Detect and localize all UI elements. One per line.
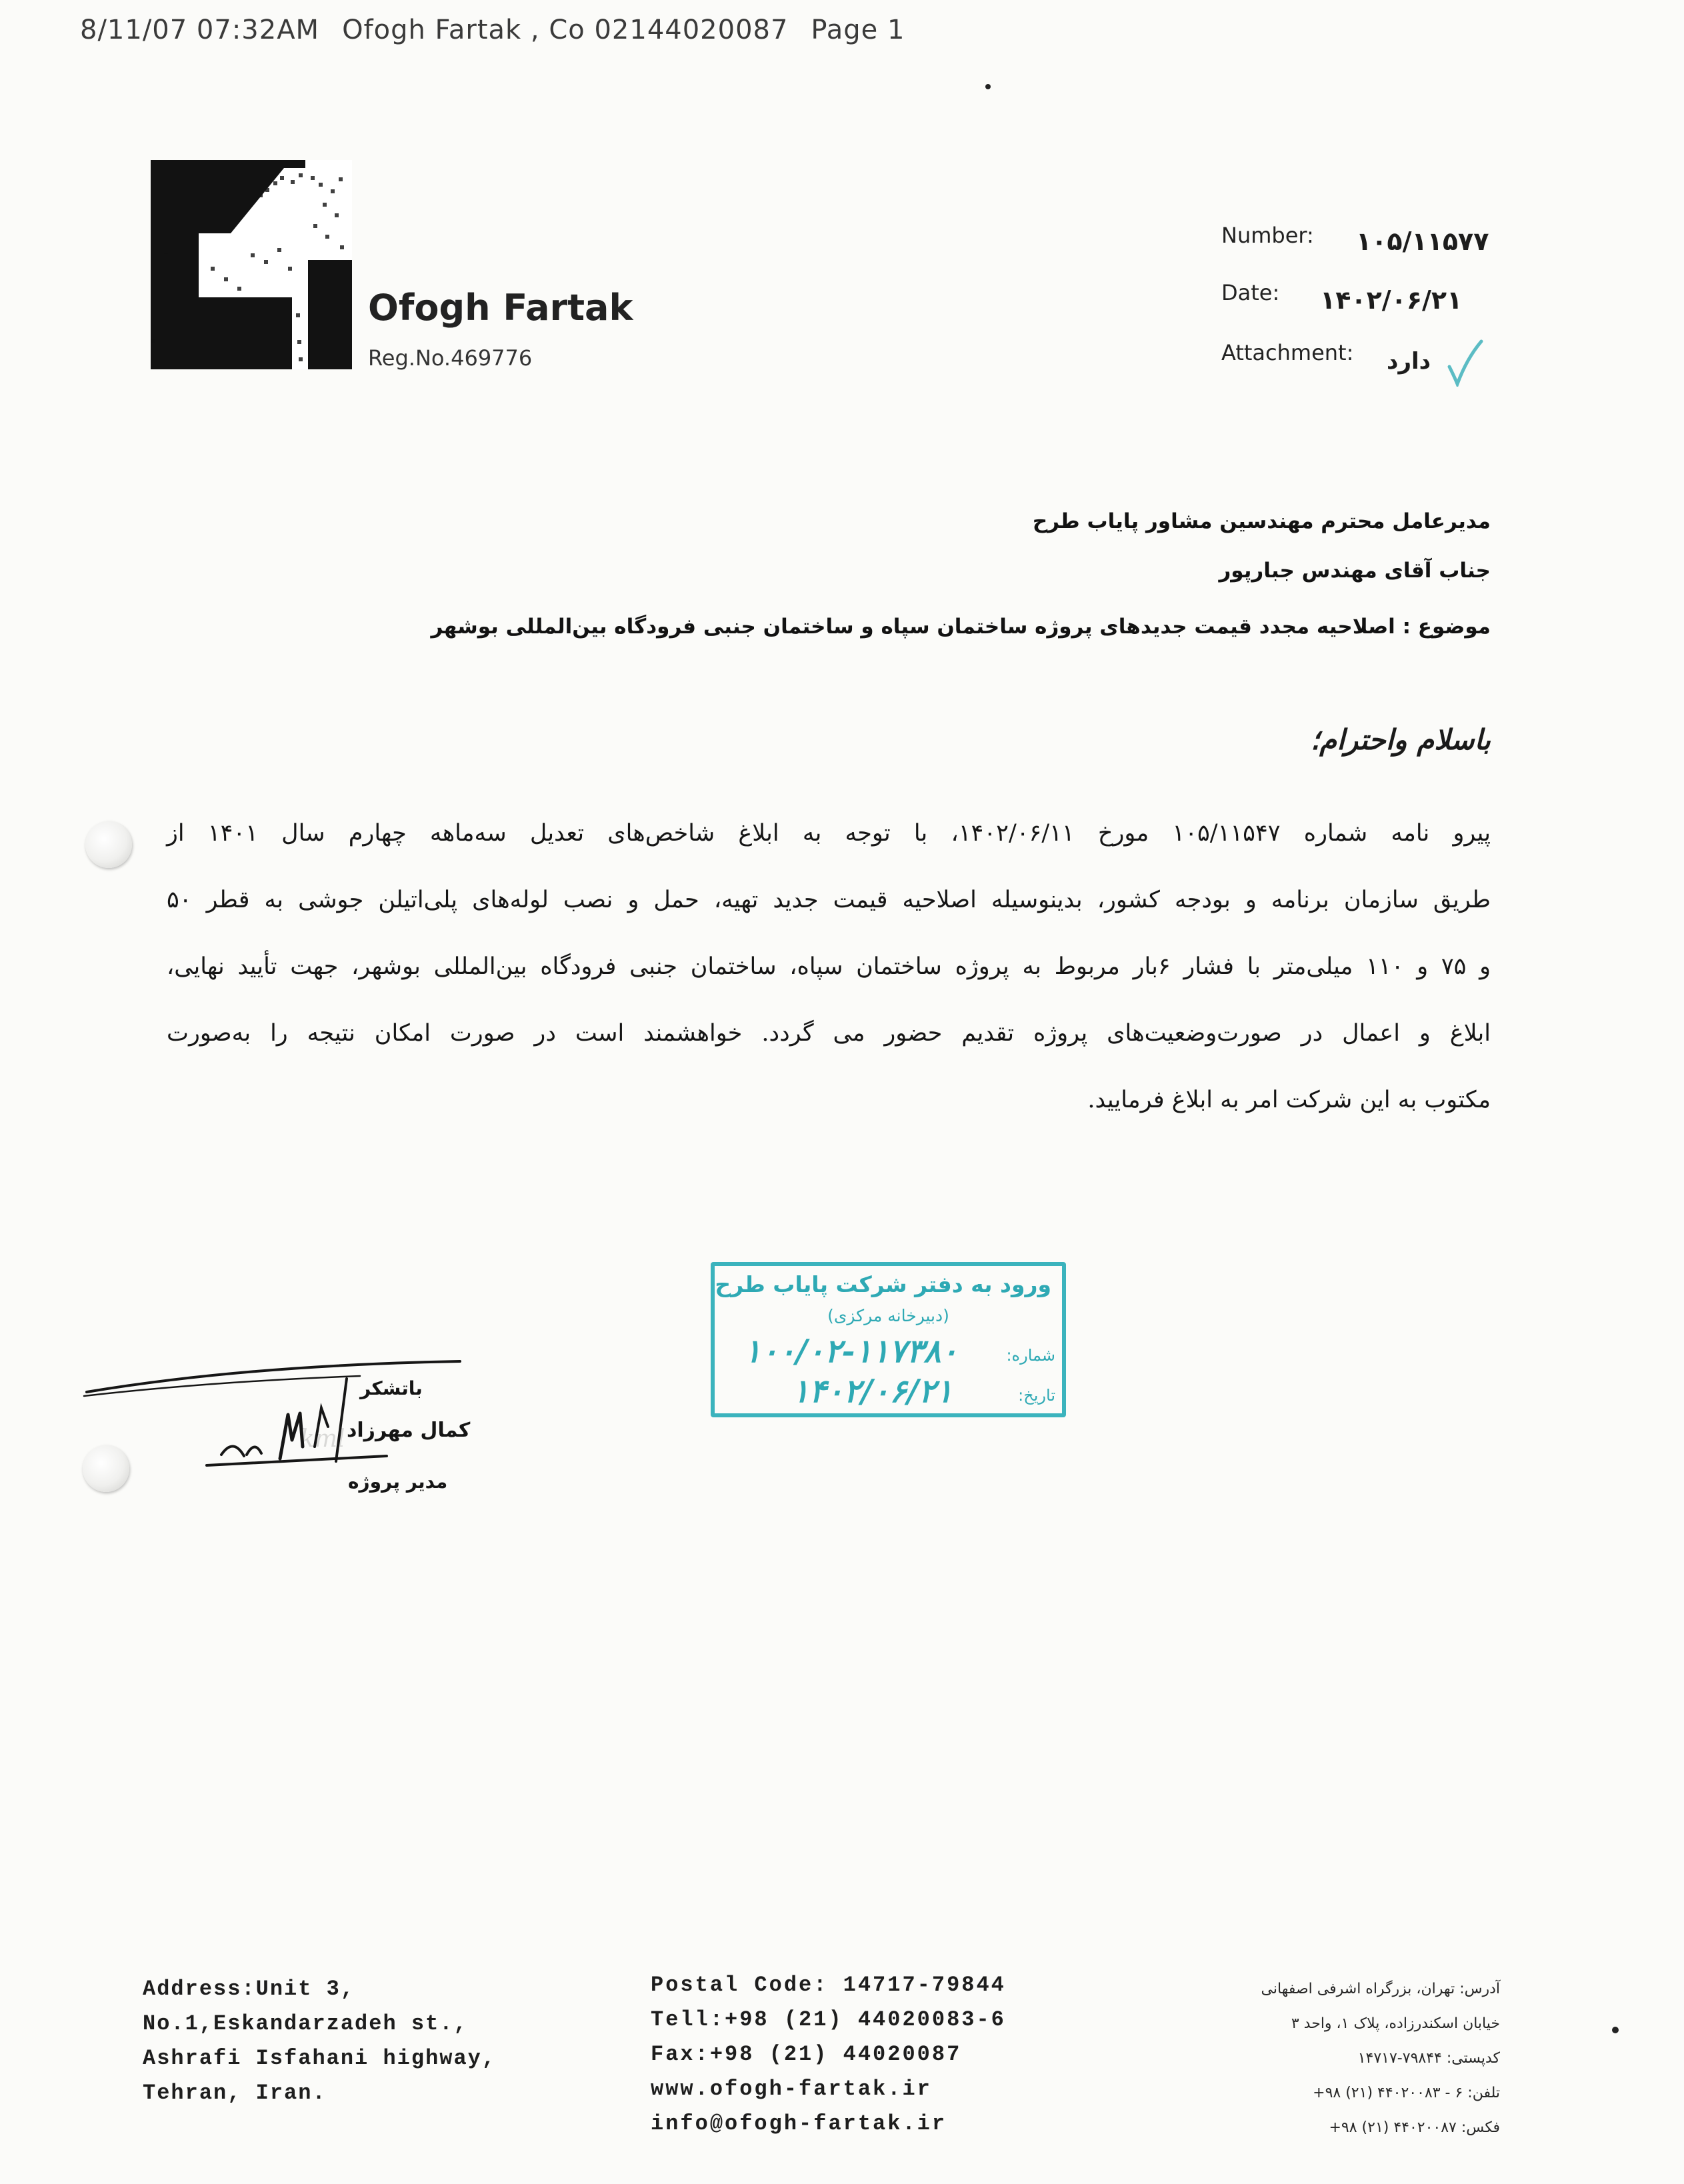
address-fa-line: کدپستی: ۷۹۸۴۴-۱۴۷۱۷ (1357, 2050, 1500, 2067)
recipient-line-1: مدیرعامل محترم مهندسین مشاور پایاب طرح (1032, 509, 1491, 533)
postal-code: Postal Code: 14717-79844 (651, 1973, 1006, 1997)
footer-address (143, 1972, 496, 2111)
address-line: Address:Unit 3, (143, 1977, 355, 2001)
footer-contact (651, 1968, 1006, 2141)
address-fa-line: فکس: ۴۴۰۲۰۰۸۷ (۲۱) ۹۸+ (1329, 2119, 1500, 2136)
address-line: Ashrafi Isfahani highway, (143, 2046, 497, 2071)
stamp-date-value: ۱۴۰۲/۰۶/۲۱ (792, 1373, 953, 1410)
fax-header (80, 15, 927, 45)
address-fa-line: آدرس: تهران، بزرگراه اشرفی اصفهانی (1261, 1981, 1500, 1997)
recipient-line-2: جناب آقای مهندس جبارپور (1219, 559, 1491, 583)
phone: Tell:+98 (21) 44020083-6 (651, 2007, 1006, 2032)
footer-address-fa (1073, 1972, 1500, 2145)
stamp-subtitle: (دبیرخانه مرکزی) (827, 1306, 949, 1325)
address-fa-line: خیابان اسکندرزاده، پلاک ۱، واحد ۳ (1291, 2015, 1500, 2032)
speck (1612, 2027, 1619, 2033)
signer-role: مدیر پروژه (348, 1471, 448, 1493)
registration-number: Reg.No.469776 (368, 345, 533, 371)
stamp-date-label: تاریخ: (1018, 1386, 1055, 1405)
website-link[interactable]: www.ofogh-fartak.ir (651, 2077, 932, 2101)
signature (80, 1347, 547, 1507)
speck (985, 84, 991, 89)
fax-page: Page 1 (811, 15, 905, 45)
attachment-value: دارد (1387, 348, 1431, 375)
signature-text: kml (300, 1425, 345, 1453)
address-fa-line: تلفن: ۶ - ۴۴۰۲۰۰۸۳ (۲۱) ۹۸+ (1313, 2085, 1500, 2101)
stamp-number-value: ۱۰۰/۰۲-۱۱۷۳۸۰ (744, 1333, 959, 1370)
date-value: ۱۴۰۲/۰۶/۲۱ (1320, 285, 1463, 315)
address-line: No.1,Eskandarzadeh st., (143, 2011, 468, 2036)
attachment-label: Attachment: (1221, 340, 1354, 365)
letter-body (167, 800, 1491, 1133)
fax: Fax:+98 (21) 44020087 (651, 2042, 962, 2067)
company-logo (151, 160, 352, 369)
received-stamp (711, 1262, 1066, 1417)
body-line-4: ابلاغ و اعمال در صورت‌وضعیت‌های پروژه تقدیم حضور می گردد. خواهشمند است در صورت امکان نتیجه را به‌صورت (167, 1020, 1491, 1047)
body-line-1: پیرو نامه شماره ۱۰۵/۱۱۵۴۷ مورخ ۱۴۰۲/۰۶/۱۱، با توجه به ابلاغ شاخص‌های تعدیل سه‌ماهه چهارم سال ۱۴۰۱ از (167, 820, 1491, 847)
body-line-5: مکتوب به این شرکت امر به ابلاغ فرمایید. (1087, 1087, 1491, 1113)
signer-name: کمال مهرزاد (347, 1419, 471, 1442)
fax-datetime: 8/11/07 07:32AM (80, 15, 320, 45)
punch-hole (85, 821, 132, 868)
number-value: ۱۰۵/۱۱۵۷۷ (1356, 227, 1489, 256)
signature-thanks: باتشکر (360, 1377, 423, 1399)
checkmark-icon (1447, 339, 1484, 387)
date-label: Date: (1221, 280, 1280, 305)
fax-sender: Ofogh Fartak , Co 02144020087 (342, 15, 789, 45)
stamp-number-label: شماره: (1006, 1346, 1055, 1365)
greeting: باسلام واحترام؛ (1310, 723, 1491, 756)
address-line: Tehran, Iran. (143, 2081, 327, 2105)
company-name: Ofogh Fartak (368, 287, 633, 329)
email-link[interactable]: info@ofogh-fartak.ir (651, 2111, 947, 2136)
number-label: Number: (1221, 223, 1314, 248)
stamp-title: ورود به دفتر شرکت پایاب طرح (715, 1271, 1051, 1297)
body-line-2: طریق سازمان برنامه و بودجه کشور، بدینوسیله اصلاحیه قیمت جدید تهیه، حمل و نصب لوله‌های پلی‌اتیلن جوشی به قطر ۵۰ (167, 887, 1491, 913)
subject-line: موضوع : اصلاحیه مجدد قیمت جدیدهای پروژه ساختمان سپاه و ساختمان جنبی فرودگاه بین‌المللی بوشهر (431, 615, 1491, 639)
body-line-3: و ۷۵ و ۱۱۰ میلی‌متر با فشار ۶بار مربوط به پروژه ساختمان سپاه، ساختمان جنبی فرودگاه بین‌المللی بوشهر، جهت تأیید نهایی، (167, 953, 1491, 980)
